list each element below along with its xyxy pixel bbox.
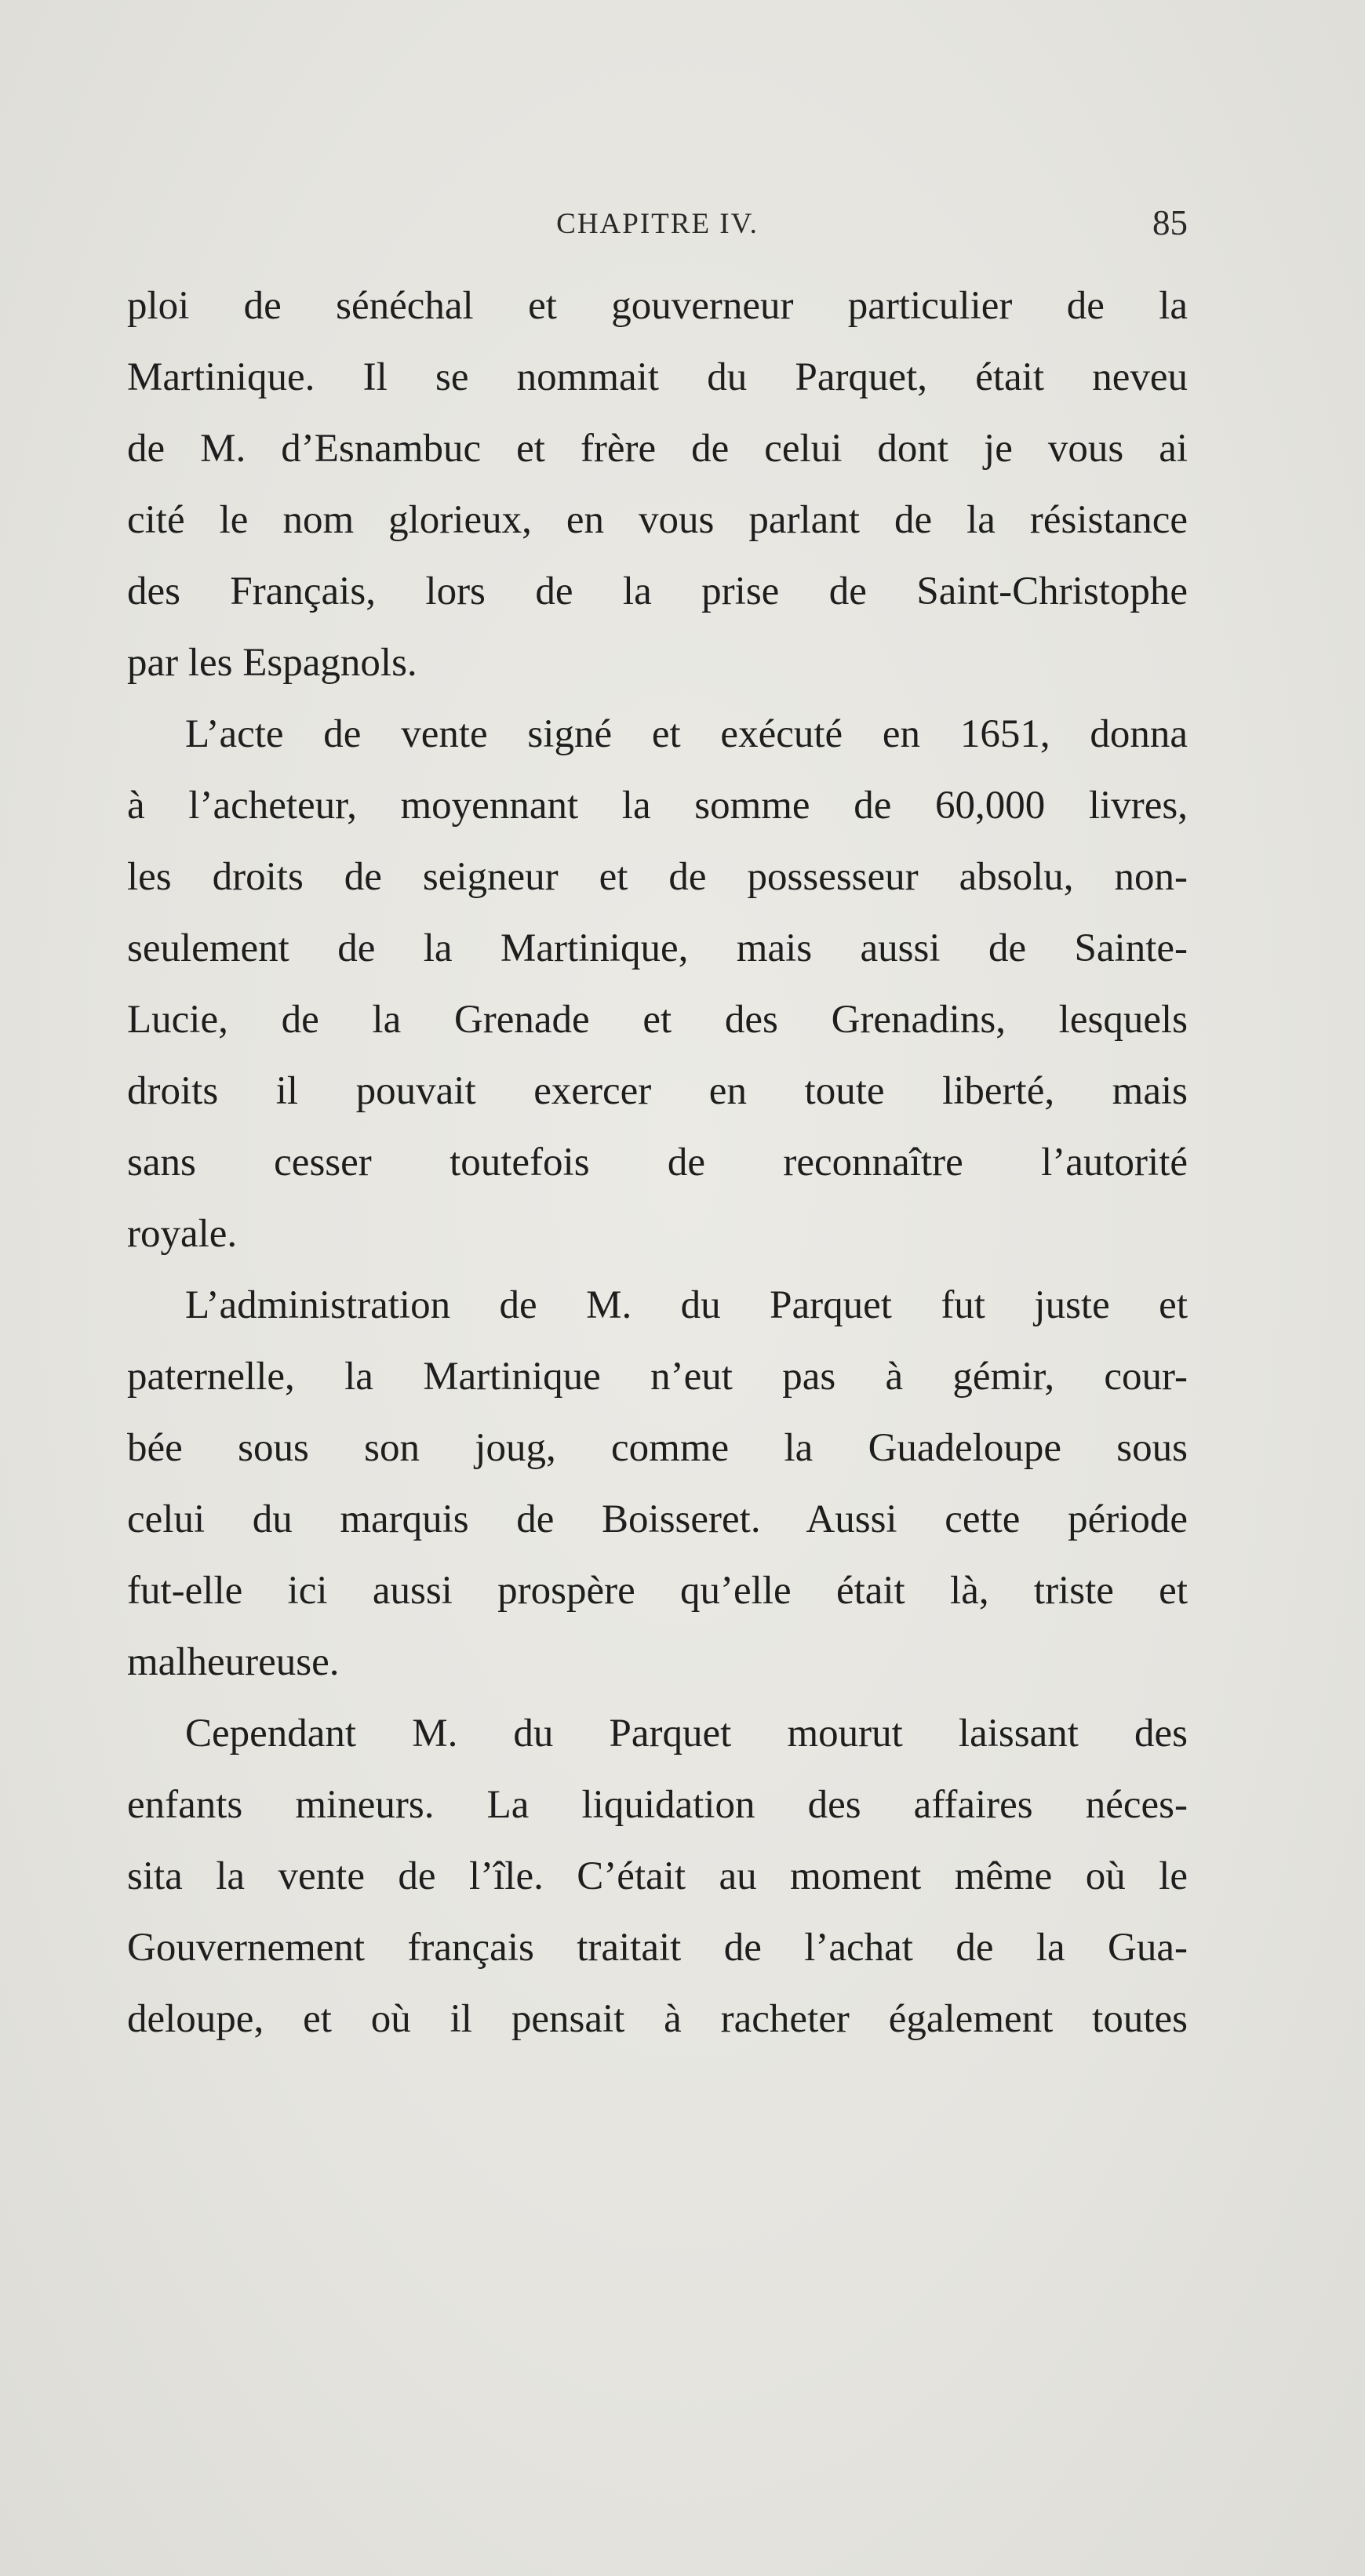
text-line: Cependant M. du Parquet mourut laissant des	[185, 1712, 1188, 1756]
text-line: L’acte de vente signé et exécuté en 1651, donna	[185, 712, 1188, 756]
text-line: de M. d’Esnambuc et frère de celui dont je vous ai	[127, 427, 1188, 471]
text-line: Gouvernement français traitait de l’achat de la Gua-	[127, 1926, 1188, 1970]
text-line: les droits de seigneur et de possesseur absolu, non-	[127, 855, 1188, 899]
running-head: CHAPITRE IV.	[556, 208, 759, 240]
text-line: celui du marquis de Boisseret. Aussi cette période	[127, 1497, 1188, 1541]
text-line: fut-elle ici aussi prospère qu’elle était là, triste et	[127, 1569, 1188, 1613]
text-line: bée sous son joug, comme la Guadeloupe sous	[127, 1426, 1188, 1470]
text-line: sans cesser toutefois de reconnaître l’autorité	[127, 1141, 1188, 1184]
text-line: des Français, lors de la prise de Saint-Christophe	[127, 569, 1188, 613]
text-line: paternelle, la Martinique n’eut pas à gémir, cour-	[127, 1355, 1188, 1399]
text-line: ploi de sénéchal et gouverneur particulier de la	[127, 284, 1188, 328]
text-line: à l’acheteur, moyennant la somme de 60,000 livres,	[127, 784, 1188, 828]
text-line: Martinique. Il se nommait du Parquet, était neveu	[127, 355, 1188, 399]
page-number: 85	[1152, 203, 1188, 242]
text-line: seulement de la Martinique, mais aussi de Sainte-	[127, 926, 1188, 970]
text-line: enfants mineurs. La liquidation des affaires néces-	[127, 1783, 1188, 1827]
page-header	[127, 202, 1188, 249]
text-line: L’administration de M. du Parquet fut juste et	[185, 1283, 1188, 1327]
text-line: cité le nom glorieux, en vous parlant de la résistance	[127, 498, 1188, 542]
body-text	[127, 271, 1188, 2055]
text-line: royale.	[127, 1212, 238, 1256]
text-line: deloupe, et où il pensait à racheter également toutes	[127, 1997, 1188, 2041]
text-line: par les Espagnols.	[127, 641, 417, 685]
text-line: Lucie, de la Grenade et des Grenadins, lesquels	[127, 998, 1188, 1042]
text-line: droits il pouvait exercer en toute liberté, mais	[127, 1069, 1188, 1113]
text-line: sita la vente de l’île. C’était au moment même où le	[127, 1854, 1188, 1898]
text-line: malheureuse.	[127, 1640, 340, 1684]
